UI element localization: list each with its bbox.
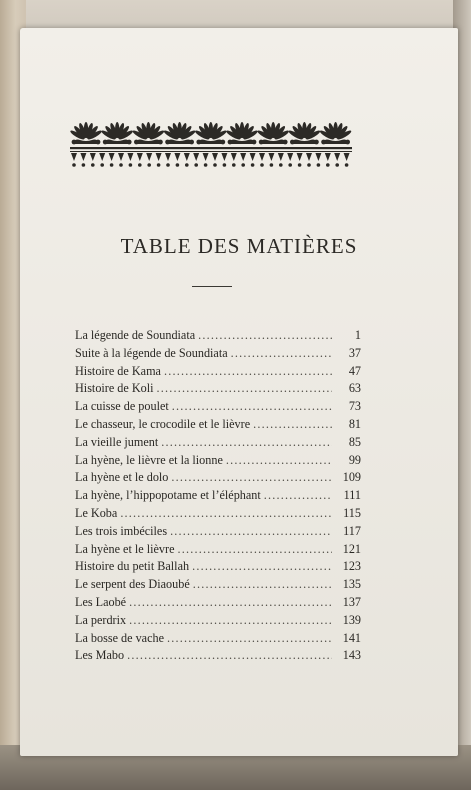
- toc-entry-page-number: 81: [348, 416, 361, 431]
- toc-entry: [75, 595, 361, 613]
- toc-dot-leader: [129, 613, 332, 628]
- toc-entry: [75, 399, 361, 417]
- toc-entry-title: Le chasseur, le crocodile et le lièvre: [75, 416, 251, 431]
- toc-dot-leader: [171, 470, 332, 485]
- toc-dot-leader: [198, 328, 332, 343]
- decorative-frieze-icon: [70, 120, 352, 172]
- toc-entry: [75, 328, 361, 346]
- toc-entry-page-number: 137: [342, 594, 361, 609]
- toc-dot-leader: [172, 399, 332, 414]
- toc-entry-page-number: 115: [343, 505, 361, 520]
- toc-entry-title: La hyène, le lièvre et la lionne: [75, 452, 223, 467]
- toc-entry-title: La cuisse de poulet: [75, 399, 169, 414]
- toc-entry-title: La légende de Soundiata: [75, 328, 196, 342]
- toc-entry: [75, 577, 361, 595]
- toc-entry-page-number: 1: [354, 328, 361, 342]
- toc-dot-leader: [264, 488, 332, 503]
- toc-entry-page-number: 63: [348, 381, 361, 396]
- toc-entry-title: Histoire de Kama: [75, 363, 161, 378]
- toc-entry: [75, 381, 361, 399]
- toc-entry: [75, 453, 361, 471]
- toc-entry-title: La hyène et le dolo: [75, 470, 169, 485]
- toc-entry-page-number: 135: [342, 577, 361, 592]
- toc-entry: [75, 524, 361, 542]
- toc-entry: [75, 470, 361, 488]
- toc-entry-page-number: 117: [343, 523, 361, 538]
- toc-entry-title: Suite à la légende de Soundiata: [75, 345, 228, 360]
- toc-entry-title: La hyène et le lièvre: [75, 541, 175, 556]
- toc-entry-title: La hyène, l’hippopotame et l’éléphant: [75, 488, 261, 503]
- toc-dot-leader: [167, 631, 332, 646]
- toc-entry-title: Le serpent des Diaoubé: [75, 577, 190, 592]
- toc-entry: [75, 559, 361, 577]
- toc-entry-title: Le Koba: [75, 505, 118, 520]
- toc-entry: [75, 346, 361, 364]
- title-divider: [192, 286, 232, 287]
- toc-entry: [75, 631, 361, 649]
- toc-entry-page-number: 143: [342, 648, 361, 663]
- toc-dot-leader: [120, 506, 332, 521]
- toc-entry-title: La perdrix: [75, 612, 127, 627]
- toc-entry: [75, 506, 361, 524]
- toc-entry-title: Les Laobé: [75, 594, 127, 609]
- toc-dot-leader: [164, 364, 332, 379]
- toc-dot-leader: [157, 381, 332, 396]
- toc-entry-page-number: 73: [348, 399, 361, 414]
- toc-dot-leader: [226, 453, 332, 468]
- toc-dot-leader: [170, 524, 332, 539]
- toc-entry: [75, 648, 361, 666]
- toc-entry-title: La bosse de vache: [75, 630, 164, 645]
- toc-entry-page-number: 121: [342, 541, 361, 556]
- toc-entry-title: Histoire de Koli: [75, 381, 154, 396]
- toc-dot-leader: [231, 346, 332, 361]
- toc-dot-leader: [193, 577, 332, 592]
- toc-dot-leader: [161, 435, 332, 450]
- toc-entry-page-number: 99: [348, 452, 361, 467]
- toc-entry: [75, 613, 361, 631]
- toc-entry: [75, 488, 361, 506]
- toc-entry: [75, 542, 361, 560]
- toc-entry-title: La vieille jument: [75, 434, 159, 449]
- toc-entry-title: Les Mabo: [75, 648, 125, 663]
- toc-dot-leader: [192, 559, 332, 574]
- toc-entry: [75, 364, 361, 382]
- toc-entry-page-number: 85: [348, 434, 361, 449]
- toc-entry: [75, 435, 361, 453]
- toc-entry-page-number: 37: [348, 345, 361, 360]
- toc-dot-leader: [127, 648, 332, 663]
- toc-dot-leader: [177, 542, 332, 557]
- toc-dot-leader: [253, 417, 332, 432]
- toc-entry-page-number: 111: [343, 488, 361, 503]
- book-page: [20, 28, 458, 756]
- toc-entry-title: Histoire du petit Ballah: [75, 559, 190, 574]
- toc-entry-page-number: 47: [348, 363, 361, 378]
- table-of-contents: [75, 328, 361, 666]
- toc-entry-page-number: 139: [342, 612, 361, 627]
- toc-entry-page-number: 141: [342, 630, 361, 645]
- toc-entry-page-number: 123: [342, 559, 361, 574]
- toc-dot-leader: [129, 595, 332, 610]
- toc-entry-title: Les trois imbéciles: [75, 523, 168, 538]
- toc-entry-page-number: 109: [342, 470, 361, 485]
- page-title: TABLE DES MATIÈRES: [120, 234, 358, 258]
- toc-entry: [75, 417, 361, 435]
